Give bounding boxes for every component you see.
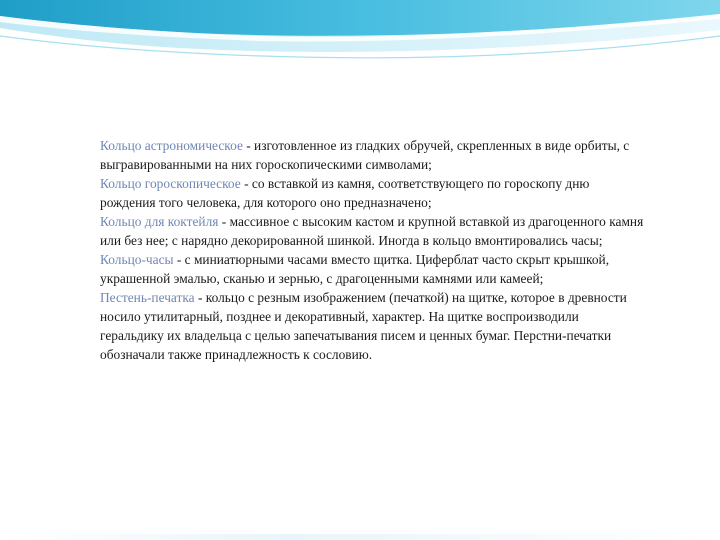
bottom-divider bbox=[0, 534, 720, 540]
entry-text: - изготовленное из гладких обручей, скрепленных в виде орбиты, с выгравированными на них гороскопическими символами; bbox=[100, 138, 630, 172]
entry-term: Кольцо для коктейля bbox=[100, 214, 219, 229]
entry-term: Кольцо астрономическое bbox=[100, 138, 243, 153]
entry-term: Кольцо-часы bbox=[100, 252, 174, 267]
entry-cocktail bbox=[100, 212, 645, 250]
text-block bbox=[100, 136, 645, 364]
entry-text: - со вставкой из камня, соответствующего по гороскопу дню рождения того человека, для которого оно предназначено; bbox=[100, 176, 590, 210]
entry-horoscope bbox=[100, 174, 645, 212]
entry-text: - массивное с высоким кастом и крупной вставкой из драгоценного камня или без нее; с нарядно декорированной шинкой. Иногда в кольцо вмонтировались часы; bbox=[100, 214, 644, 248]
entry-text: - кольцо с резным изображением (печаткой) на щитке, которое в древности носило утилитарный, позднее и декоративный, характер. На щитке воспроизводили геральдику их владельца с целью запечатывания писем и ценных бумаг. Перстни-печатки обозначали также принадлежность к сословию. bbox=[100, 290, 627, 362]
entry-watch-ring bbox=[100, 250, 645, 288]
entry-text: - с миниатюрными часами вместо щитка. Циферблат часто скрыт крышкой, украшенной эмалью, сканью и зернью, с драгоценными камнями или камеей; bbox=[100, 252, 610, 286]
entry-signet-ring bbox=[100, 288, 645, 364]
entry-astronomical bbox=[100, 136, 645, 174]
entry-term: Кольцо гороскопическое bbox=[100, 176, 241, 191]
entry-term: Пестень-печатка bbox=[100, 290, 195, 305]
header-wave-decoration bbox=[0, 0, 720, 90]
